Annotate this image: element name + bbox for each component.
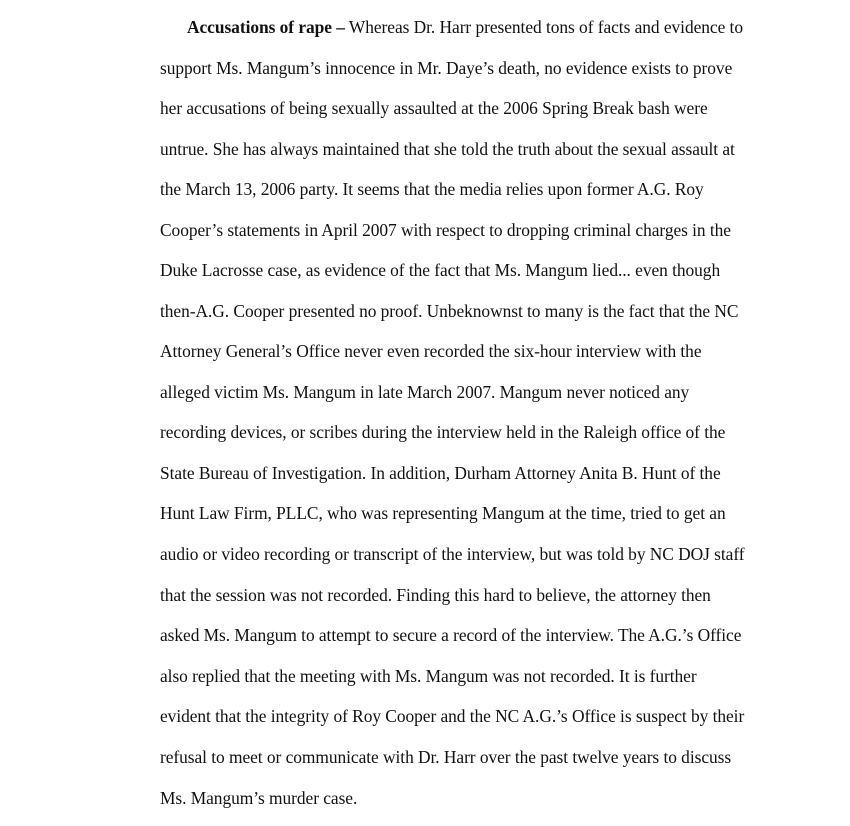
paragraph-line <box>187 17 743 37</box>
paragraph-line: refusal to meet or communicate with Dr. Harr over the past twelve years to discuss <box>160 747 732 767</box>
section-heading: Accusations of rape – <box>187 17 345 37</box>
paragraph-line: State Bureau of Investigation. In addition, Durham Attorney Anita B. Hunt of the <box>160 463 721 483</box>
paragraph-line: Cooper’s statements in April 2007 with respect to dropping criminal charges in the <box>160 220 731 240</box>
paragraph-line: recording devices, or scribes during the interview held in the Raleigh office of the <box>160 422 726 442</box>
paragraph-line: Attorney General’s Office never even recorded the six-hour interview with the <box>160 341 702 361</box>
paragraph-line: Ms. Mangum’s murder case. <box>160 788 358 808</box>
paragraph-line: untrue. She has always maintained that she told the truth about the sexual assault at <box>160 139 735 159</box>
paragraph-line: Hunt Law Firm, PLLC, who was representing Mangum at the time, tried to get an <box>160 503 726 523</box>
paragraph-line: support Ms. Mangum’s innocence in Mr. Daye’s death, no evidence exists to prove <box>160 58 733 78</box>
paragraph-line: evident that the integrity of Roy Cooper and the NC A.G.’s Office is suspect by their <box>160 706 745 726</box>
line-text: Whereas Dr. Harr presented tons of facts and evidence to <box>344 17 743 37</box>
paragraph-line: audio or video recording or transcript of the interview, but was told by NC DOJ staff <box>160 544 745 564</box>
paragraph-line: also replied that the meeting with Ms. Mangum was not recorded. It is further <box>160 666 697 686</box>
paragraph-line: then-A.G. Cooper presented no proof. Unbeknownst to many is the fact that the NC <box>160 301 739 321</box>
paragraph-line: alleged victim Ms. Mangum in late March 2007. Mangum never noticed any <box>160 382 690 402</box>
paragraph-line: asked Ms. Mangum to attempt to secure a record of the interview. The A.G.’s Office <box>160 625 742 645</box>
paragraph-line: that the session was not recorded. Finding this hard to believe, the attorney then <box>160 585 711 605</box>
paragraph-line: Duke Lacrosse case, as evidence of the fact that Ms. Mangum lied... even though <box>160 260 721 280</box>
paragraph-line: the March 13, 2006 party. It seems that the media relies upon former A.G. Roy <box>160 179 704 199</box>
paragraph-line: her accusations of being sexually assaulted at the 2006 Spring Break bash were <box>160 98 708 118</box>
